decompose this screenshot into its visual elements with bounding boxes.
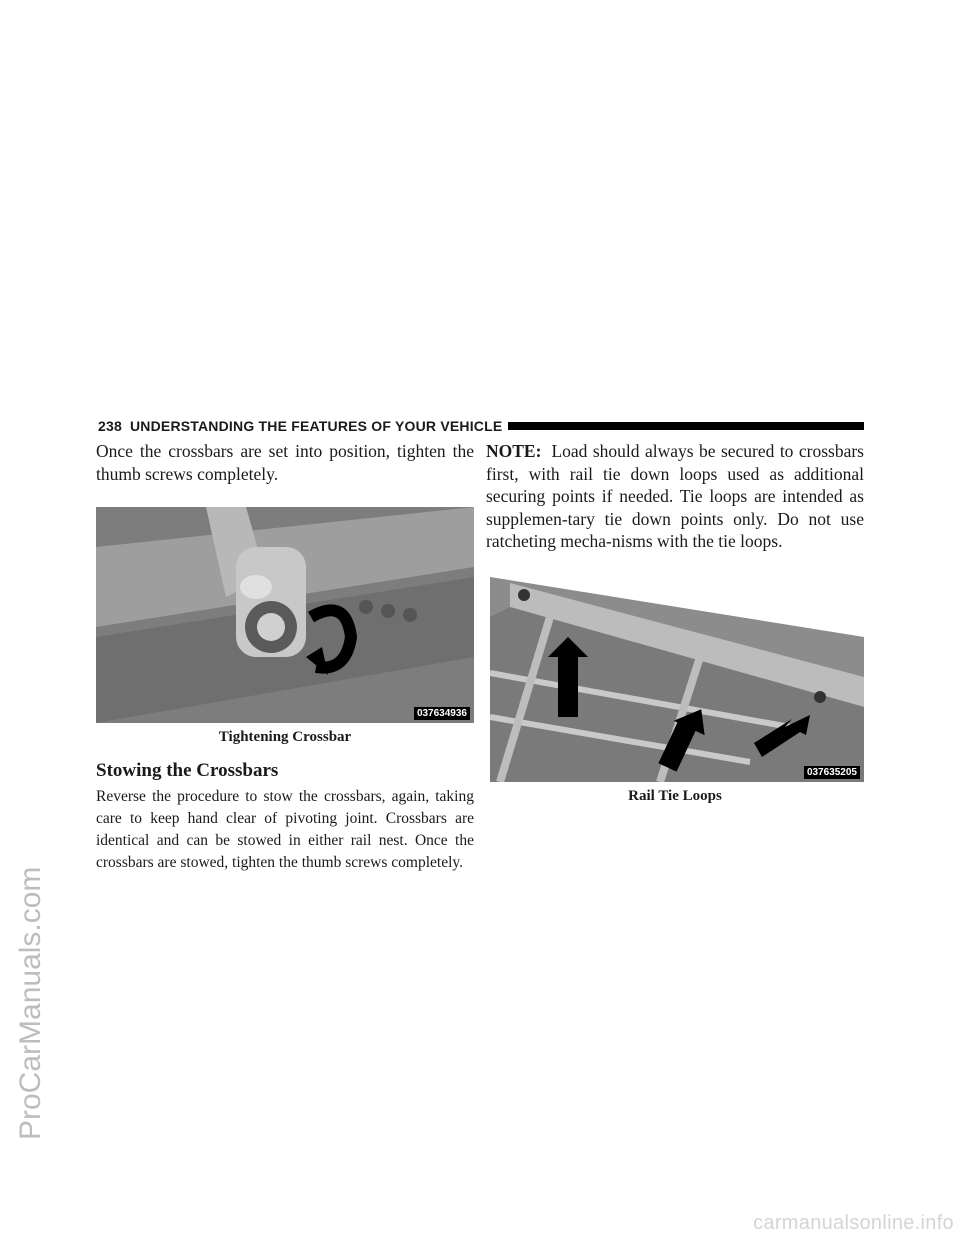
intro-paragraph: Once the crossbars are set into position, tighten the thumb screws completely. [96,441,474,484]
section-title: UNDERSTANDING THE FEATURES OF YOUR VEHICLE [129,418,503,434]
crossbar-illustration [96,507,474,723]
figure-code: 037634936 [414,707,470,720]
side-watermark-text: ProCarManuals.com [14,866,47,1140]
right-column [486,440,864,805]
bottom-watermark: carmanualsonline.info [753,1212,954,1234]
figure-caption: Tightening Crossbar [218,729,352,745]
page-number: 238 [98,418,122,434]
figure-tightening-crossbar [96,507,474,723]
note-label: NOTE: [486,441,542,461]
side-watermark-graphic [8,500,52,1150]
section-subheading: Stowing the Crossbars [96,760,279,781]
header-rule [508,422,864,430]
stowing-paragraph: Reverse the procedure to stow the crossbars, again, taking care to keep hand clear of pivoting joint. Crossbars are identical and can be stowed in either rail nest. Once the crossbars are stowed, tighten the thumb screws completely. [96,788,474,871]
figure-rail-tie-loops [490,577,864,782]
note-paragraph [486,440,864,553]
figure-caption: Rail Tie Loops [628,787,722,804]
note-text: Load should always be secured to crossbars first, with rail tie down loops used as additional securing points if needed. Tie loops are intended as supplemen-tary tie down points only. Do not use ratcheting mecha-nisms with the tie loops. [486,441,864,551]
page-header [98,417,864,435]
left-column [96,440,474,874]
side-watermark [8,500,52,1150]
rail-tie-loops-illustration [490,577,864,782]
figure-code: 037635205 [804,766,860,779]
